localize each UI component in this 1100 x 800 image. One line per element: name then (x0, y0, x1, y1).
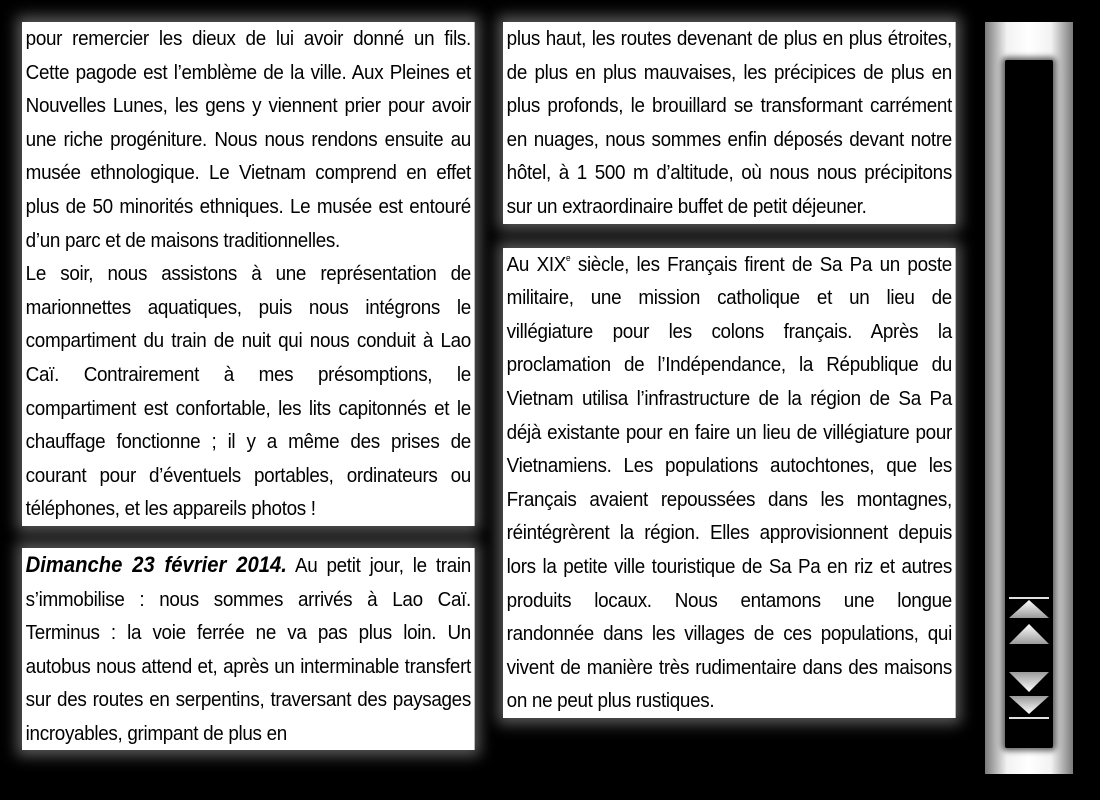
arrow-up-icon (1005, 622, 1053, 648)
paragraph (26, 548, 471, 751)
text-block (22, 548, 475, 751)
text-block (22, 22, 475, 526)
paragraph-text: siècle, les Français firent de Sa Pa un poste militaire, une mission catholique et un lieu de villégiature pour les colons français. Après la proclamation de l’Indépendance, la République du Vietnam utilisa l’infrastructure de la région de Sa Pa déjà existante pour en faire un lieu de villégiature pour Vietnamiens. Les populations autochtones, que les Français avaient repoussées dans les montagnes, réintégrèrent la région. Elles approvisionnent depuis lors la petite ville touristique de Sa Pa en riz et autres produits locaux. Nous entamons une longue randonnée dans les villages de ces populations, qui vivent de manière très rudimentaire dans des maisons on ne peut plus rustiques. (506, 252, 952, 713)
right-text-column (503, 22, 963, 718)
arrow-down-double-icon (1005, 694, 1053, 720)
paragraph-text: Au petit jour, le train s’immobilise : nous sommes arrivés à Lao Caï. Terminus : la voie ferrée ne va pas plus loin. Un autobus nous attend et, après un interminable transfert sur des routes en serpentins, traversant des paysages incroyables, grimpant de plus en (25, 553, 471, 745)
paragraph: pour remercier les dieux de lui avoir donné un fils. Cette pagode est l’emblème de la ville. Aux Pleines et Nouvelles Lunes, les gens y viennent prier pour avoir une riche progéniture. Nous nous rendons ensuite au musée ethnologique. Le Vietnam comprend en effet plus de 50 minorités ethniques. Le musée est entouré d’un parc et de maisons traditionnelles. (25, 27, 471, 252)
left-text-column (22, 22, 482, 750)
scroll-down-button[interactable] (1005, 668, 1053, 694)
scroll-up-button[interactable] (1005, 622, 1053, 648)
text-block (503, 22, 956, 224)
scroll-bottom-button[interactable] (1005, 694, 1053, 720)
scroll-top-button[interactable] (1005, 596, 1053, 622)
arrow-up-double-icon (1005, 596, 1053, 622)
paragraph: Le soir, nous assistons à une représentation de marionnettes aquatiques, puis nous intégrons le compartiment du train de nuit qui nous conduit à Lao Caï. Contrairement à mes présomptions, le compartiment est confortable, les lits capitonnés et le chauffage fonctionne ; il y a même des prises de courant pour d’éventuels portables, ordinateurs ou téléphones, et les appareils photos ! (25, 262, 471, 521)
arrow-down-icon (1005, 668, 1053, 694)
paragraph-text: Au XIX (506, 252, 567, 276)
date-heading: Dimanche 23 février 2014. (25, 551, 287, 577)
scrollbar-frame (985, 22, 1073, 774)
text-block (503, 248, 956, 718)
paragraph (507, 248, 952, 718)
superscript: e (566, 252, 571, 263)
paragraph: plus haut, les routes devenant de plus en plus étroites, de plus en plus mauvaises, les précipices de plus en plus profonds, le brouillard se transformant carrément en nuages, nous sommes enfin déposés devant notre hôtel, à 1 500 m d’altitude, où nous nous précipitons sur un extraordinaire buffet de petit déjeuner. (506, 27, 952, 218)
